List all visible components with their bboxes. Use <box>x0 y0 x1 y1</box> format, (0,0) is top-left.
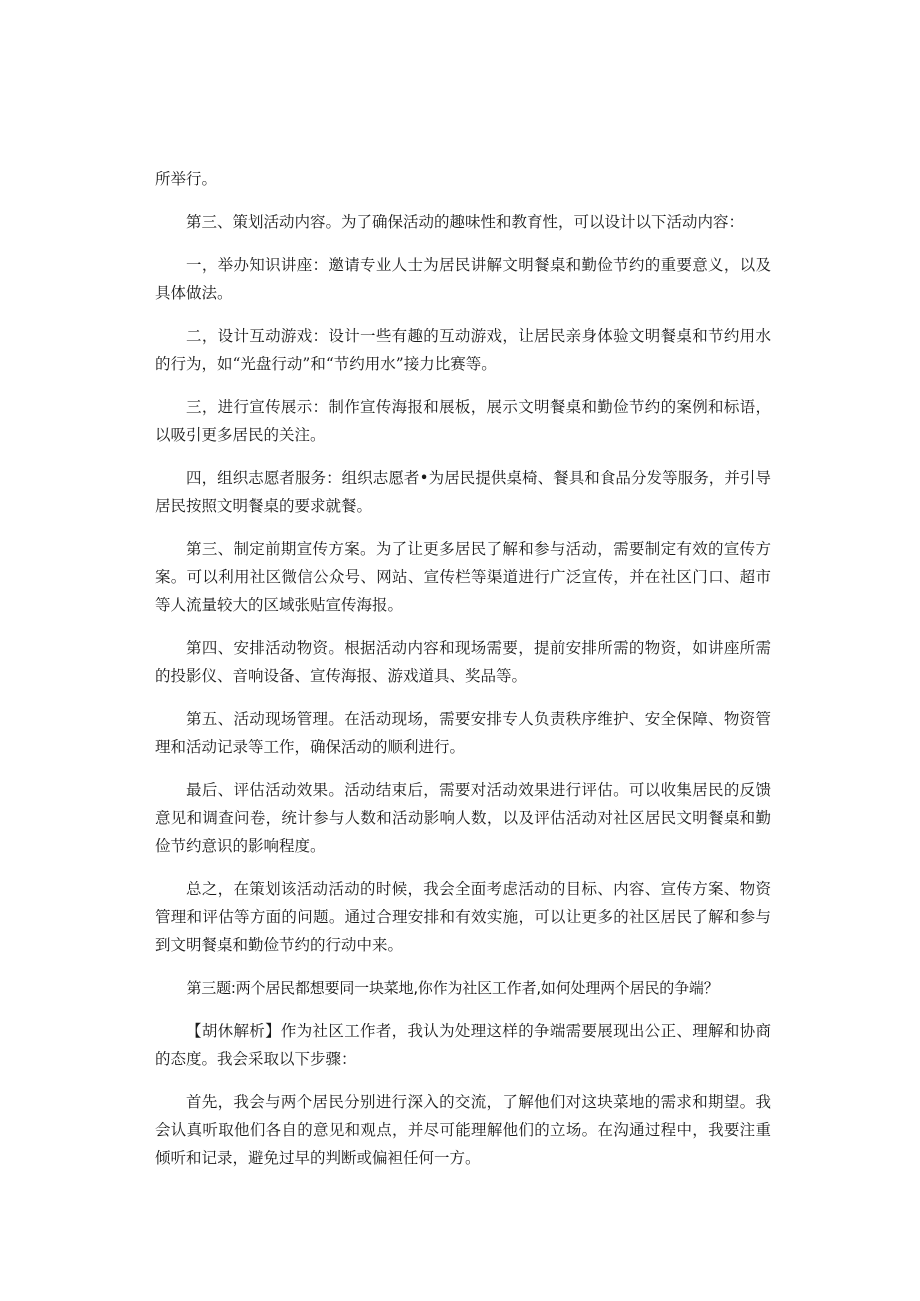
paragraph: 所举行。 <box>155 170 218 188</box>
paragraph: 第三、制定前期宣传方案。为了让更多居民了解和参与活动，需要制定有效的宣传方案。可以利用社区微信公众号、网站、宣传栏等渠道进行广泛宣传，并在社区门口、超市等人流量较大的区域张贴宣传海报。 <box>155 540 771 614</box>
paragraph: 最后、评估活动效果。活动结束后，需要对活动效果进行评估。可以收集居民的反馈意见和调查问卷，统计参与人数和活动影响人数，以及评估活动对社区居民文明餐桌和勤俭节约意识的影响程度。 <box>155 781 771 855</box>
paragraph: 二，设计互动游戏：设计一些有趣的互动游戏，让居民亲身体验文明餐桌和节约用水的行为，如“光盘行动”和“节约用水”接力比赛等。 <box>155 327 771 373</box>
paragraph: 一，举办知识讲座：邀请专业人士为居民讲解文明餐桌和勤俭节约的重要意义，以及具体做法。 <box>155 256 771 302</box>
answer-paragraph: 首先，我会与两个居民分别进行深入的交流，了解他们对这块菜地的需求和期望。我会认真听取他们各自的意见和观点，并尽可能理解他们的立场。在沟通过程中，我要注重倾听和记录，避免过早的判断或偏袒任何一方。 <box>155 1093 771 1167</box>
paragraph: 第三、策划活动内容。为了确保活动的趣味性和教育性，可以设计以下活动内容： <box>186 213 745 231</box>
paragraph: 第五、活动现场管理。在活动现场，需要安排专人负责秩序维护、安全保障、物资管理和活动记录等工作，确保活动的顺利进行。 <box>155 710 771 756</box>
paragraph: 四，组织志愿者服务：组织志愿者•为居民提供桌椅、餐具和食品分发等服务，并引导居民按照文明餐桌的要求就餐。 <box>155 469 771 515</box>
question-heading: 第三题:两个居民都想要同一块菜地,你作为社区工作者,如何处理两个居民的争端？ <box>186 979 719 997</box>
paragraph: 总之，在策划该活动活动的时候，我会全面考虑活动的目标、内容、宣传方案、物资管理和评估等方面的问题。通过合理安排和有效实施，可以让更多的社区居民了解和参与到文明餐桌和勤俭节约的行动中来。 <box>155 880 771 954</box>
answer-paragraph: 【胡休解析】作为社区工作者，我认为处理这样的争端需要展现出公正、理解和协商的态度。我会采取以下步骤： <box>155 1022 771 1068</box>
paragraph: 三，进行宣传展示：制作宣传海报和展板，展示文明餐桌和勤俭节约的案例和标语，以吸引更多居民的关注。 <box>155 398 771 444</box>
paragraph: 第四、安排活动物资。根据活动内容和现场需要，提前安排所需的物资，如讲座所需的投影仪、音响设备、宣传海报、游戏道具、奖品等。 <box>155 639 771 685</box>
document-body <box>155 165 771 1187</box>
